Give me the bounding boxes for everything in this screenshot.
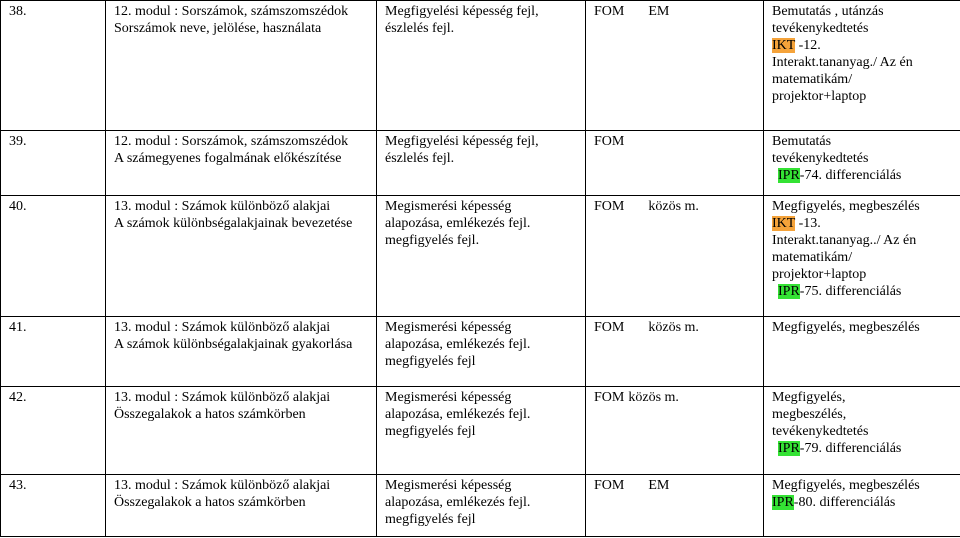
- tools-activities: Megfigyelés, megbeszélés: [764, 317, 960, 387]
- teaching-method: FOM közös m.: [586, 317, 764, 387]
- tools-activities: Bemutatás tevékenykedtetés IPR-74. differenciálás: [764, 131, 960, 196]
- skill-development: Megismerési képesség alapozása, emlékezés fejl. megfigyelés fejl.: [377, 196, 586, 317]
- skill-development: Megismerési képesség alapozása, emlékezés fejl. megfigyelés fejl: [377, 475, 586, 537]
- lesson-topic: 12. modul : Sorszámok, számszomszédok A számegyenes fogalmának előkészítése: [106, 131, 377, 196]
- tools-activities: Megfigyelés, megbeszélés, tevékenykedtetés IPR-79. differenciálás: [764, 387, 960, 475]
- teaching-method: FOM EM: [586, 1, 764, 131]
- table-row: [1, 317, 960, 387]
- tools-activities: Megfigyelés, megbeszélés IPR-80. differenciálás: [764, 475, 960, 537]
- lesson-number: 40.: [1, 196, 106, 317]
- ipr-highlight: IPR: [778, 284, 800, 299]
- teaching-method: FOM EM: [586, 475, 764, 537]
- lesson-topic: 13. modul : Számok különböző alakjai Összegalakok a hatos számkörben: [106, 475, 377, 537]
- tools-activities: Bemutatás , utánzás tevékenykedtetés IKT -12. Interakt.tananyag./ Az én matematikám/ projektor+laptop: [764, 1, 960, 131]
- table-row: [1, 131, 960, 196]
- lesson-topic: 13. modul : Számok különböző alakjai A számok különbségalakjainak gyakorlása: [106, 317, 377, 387]
- lesson-number: 43.: [1, 475, 106, 537]
- ikt-highlight: IKT: [772, 38, 796, 53]
- table-row: [1, 475, 960, 537]
- teaching-method: FOM közös m.: [586, 387, 764, 475]
- table-row: [1, 1, 960, 131]
- lesson-number: 39.: [1, 131, 106, 196]
- lesson-topic: 13. modul : Számok különböző alakjai Összegalakok a hatos számkörben: [106, 387, 377, 475]
- table-row: [1, 387, 960, 475]
- lesson-number: 41.: [1, 317, 106, 387]
- lesson-topic: 12. modul : Sorszámok, számszomszédok Sorszámok neve, jelölése, használata: [106, 1, 377, 131]
- ipr-highlight: IPR: [772, 495, 794, 510]
- ipr-highlight: IPR: [778, 441, 800, 456]
- skill-development: Megfigyelési képesség fejl, észlelés fejl.: [377, 131, 586, 196]
- ipr-highlight: IPR: [778, 168, 800, 183]
- lesson-topic: 13. modul : Számok különböző alakjai A számok különbségalakjainak bevezetése: [106, 196, 377, 317]
- teaching-method: FOM közös m.: [586, 196, 764, 317]
- teaching-method: FOM: [586, 131, 764, 196]
- lesson-number: 38.: [1, 1, 106, 131]
- skill-development: Megismerési képesség alapozása, emlékezés fejl. megfigyelés fejl: [377, 317, 586, 387]
- ikt-highlight: IKT: [772, 216, 796, 231]
- tools-activities: Megfigyelés, megbeszélés IKT -13. Interakt.tananyag../ Az én matematikám/ projektor+laptop IPR-75. differenciálás: [764, 196, 960, 317]
- skill-development: Megfigyelési képesség fejl, észlelés fejl.: [377, 1, 586, 131]
- table-row: [1, 196, 960, 317]
- lesson-number: 42.: [1, 387, 106, 475]
- skill-development: Megismerési képesség alapozása, emlékezés fejl. megfigyelés fejl: [377, 387, 586, 475]
